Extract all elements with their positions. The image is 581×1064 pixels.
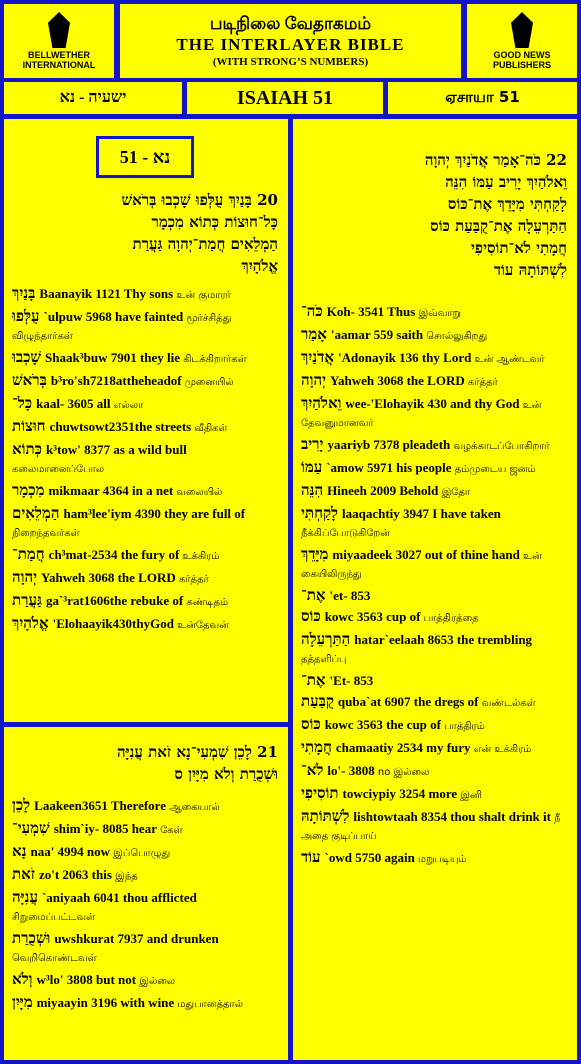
title-block [120,4,461,78]
word-gloss: `amow 5971 his people [326,460,452,475]
tamil-gloss: நீக்கிப்போடுகிறேன் [301,528,390,539]
verse20-entries [4,285,288,634]
book-english-text: ISAIAH 51 [236,86,334,109]
word-gloss: b³ro'sh7218attheheadof [50,373,182,388]
word-entry [12,889,280,926]
word-gloss: Yahweh 3068 the LORD [330,373,465,388]
hebrew-word: הִנֵּה [301,481,324,499]
word-gloss: `ulpuw 5968 have fainted [43,309,184,324]
word-gloss: Yahweh 3068 the LORD [41,570,176,585]
word-entry [301,482,569,501]
hebrew-word: עֲנִיָּה [12,888,38,906]
tamil-gloss: உன் கையிலிருந்து [301,551,542,580]
book-tamil [388,82,577,114]
word-entry [301,459,569,478]
tamil-gloss: மதுபானத்தால் [174,999,244,1010]
hebrew-word: שָׁכְבוּ [12,348,42,366]
tamil-gloss: நிறைந்தவர்கள் [12,528,80,539]
hebrew-word: אֶת־ [301,586,326,604]
hebrew-word: חֲמָתִי [301,738,332,756]
bellwether-logo [4,4,114,78]
word-entry [12,482,280,501]
word-entry [301,436,569,455]
book-tamil-text: ஏசாயா 51 [445,88,520,106]
tamil-gloss: பாத்திரத்தை [420,613,479,624]
word-gloss: ga`³rat1606the rebuke of [45,593,184,608]
tamil-gloss: வீதிகள் [191,423,228,434]
left-panel-verse21 [4,727,288,1060]
word-entry [12,308,280,345]
ram-icon [48,12,70,48]
hebrew-verse-line: וּשְׁכֻרַת וְלֹא מִיָּיִן ס [174,765,278,783]
word-gloss: `aniyaah 6041 thou afflicted [41,890,197,905]
hebrew-word: חֲמַת־ [12,545,45,563]
word-entry [12,820,280,839]
word-gloss: Shaak³buw 7901 they lie [45,350,181,365]
hebrew-word: הַתַּרְעֵלָה [301,630,351,648]
word-gloss: miyaadeek 3027 out of thine hand [332,547,520,562]
verse22-entries [293,303,577,868]
word-gloss: laaqachtiy 3947 I have taken [342,506,501,521]
word-gloss: chamaatiy 2534 my fury [335,740,471,755]
word-gloss: kaal- 3605 all [36,396,111,411]
word-gloss: uwshkurat 7937 and drunken [54,931,219,946]
book-english [187,82,383,114]
verse21-entries [4,797,288,1013]
verse22-hebrew [293,149,577,281]
word-gloss: `owd 5750 again [324,850,415,865]
word-entry [301,395,569,432]
word-entry [12,971,280,990]
hebrew-word: בְּרֹאשׁ [12,371,47,389]
chapter-box [96,136,194,178]
word-gloss: wee-'Elohayik 430 and thy God [345,396,520,411]
tamil-gloss: முனையில் [181,377,234,388]
hebrew-verse-line: הַתַּרְעֵלָה אֶת־קֻבַּעַת כּוֹס [430,217,567,235]
good-news-logo [467,4,577,78]
hebrew-word: וְלֹא [12,970,33,988]
word-gloss: ch³mat-2534 the fury of [48,547,180,562]
word-entry [12,994,280,1013]
hebrew-word: מִכְמָר [12,481,45,499]
word-entry [301,849,569,868]
hebrew-word: וּשְׁכֻרַת [12,929,51,947]
hebrew-word: לִשְׁתּוֹתָהּ [301,807,350,825]
tamil-gloss: உன் குமாரர் [173,290,231,301]
tamil-gloss: கேள் [156,825,183,836]
word-entry [12,285,280,304]
hebrew-verse-line: וֵאלֹהַיִךְ יָרִיב עַמּוֹ הִנֵּה [445,173,567,191]
word-entry [301,631,569,668]
word-entry [301,372,569,391]
title-tamil: படிநிலை வேதாகமம் [209,14,372,33]
title-subtitle: (WITH STRONG’S NUMBERS) [212,56,369,68]
word-gloss: Hineeh 2009 Behold [327,483,439,498]
word-entry [301,716,569,735]
tamil-gloss: உக்கிரம் [179,551,220,562]
left-panel-verse20 [4,119,288,722]
word-entry [12,441,280,478]
tamil-gloss: நீ அதை குடிப்பாய் [301,813,561,842]
word-entry [12,418,280,437]
word-entry [301,739,569,758]
word-entry [12,505,280,542]
word-gloss: Laakeen3651 Therefore [34,798,166,813]
hebrew-verse-line: אֱלֹהָיִךְ [241,257,278,275]
word-gloss: shim`iy- 8085 hear [53,821,157,836]
tamil-gloss: கர்த்தர் [175,574,209,585]
word-gloss: 'Elohaayik430thyGod [52,616,174,631]
hebrew-word: גַּעֲרַת [12,591,42,609]
hebrew-verse-line: לִשְׁתּוֹתָהּ עוֹד [493,261,567,279]
hebrew-word: כָּל־ [12,394,33,412]
word-entry [12,592,280,611]
verse21-hebrew [4,741,288,785]
word-gloss: kowc 3563 cup of [324,609,421,624]
hebrew-word: כֹּה־ [301,302,323,320]
word-gloss: Baanayik 1121 Thy sons [39,286,174,301]
hebrew-word: יְהוָה [12,568,38,586]
hebrew-verse-line: הַמְלֵאִים חֲמַת־יְהוָה גַּעֲרַת [132,235,278,253]
verse20-hebrew [4,189,288,277]
tamil-gloss: வழக்காடப்போகிறார் [450,441,550,452]
tamil-gloss: சிறுமைப்பட்டவள் [12,912,96,923]
tamil-gloss: இவ்வாறு [415,308,461,319]
word-gloss: naa' 4994 now [30,844,110,859]
word-entry [12,843,280,862]
hebrew-word: שִׁמְעִי־ [12,819,50,837]
tamil-gloss: no இல்லை [374,767,430,778]
word-entry [301,505,569,542]
word-entry [301,546,569,583]
word-entry [12,395,280,414]
hebrew-word: עַמּוֹ [301,458,323,476]
word-entry [301,587,569,604]
hebrew-word: לָכֵן [12,796,31,814]
tamil-gloss: எல்லா [110,400,144,411]
hebrew-verse-line: חֲמָתִי לֹא־תוֹסִיפִי [470,239,567,257]
book-hebrew-text: ישעיה - נא [59,89,127,106]
word-gloss: 'Adonayik 136 thy Lord [338,350,472,365]
hebrew-word: וֵאלֹהַיִךְ [301,394,342,412]
word-entry [301,785,569,804]
chapter-box-text: נא - 51 [119,146,171,167]
word-gloss: 'Et- 853 [329,673,374,688]
tamil-gloss: இல்லை [136,976,176,987]
word-gloss: Koh- 3541 Thus [326,304,416,319]
tamil-gloss: ஆகையால் [165,802,220,813]
word-gloss: k³tow' 8377 as a wild bull [45,442,187,457]
word-entry [12,372,280,391]
hebrew-word: לָקַחְתִּי [301,504,339,522]
tamil-gloss: கலைமானைப்போல [12,464,105,475]
tamil-gloss: தம்முடைய ஜனம் [451,464,536,475]
word-entry [301,808,569,845]
word-gloss: chuwtsowt2351the streets [49,419,192,434]
hebrew-word: כּוֹס [301,715,321,733]
tamil-gloss: சொல்லுகிறது [423,331,488,342]
hebrew-word: עוֹד [301,848,321,866]
hebrew-verse-line: לָקַחְתִּי מִיָּדֵךְ אֶת־כּוֹס [447,195,567,213]
word-gloss: w³lo' 3808 but not [36,972,137,987]
tamil-gloss: உன்தேவன் [173,620,229,631]
word-entry [12,349,280,368]
hebrew-word: הַמְלֵאִים [12,504,60,522]
word-entry [12,546,280,565]
word-gloss: yaariyb 7378 pleadeth [327,437,451,452]
word-entry [12,615,280,634]
hebrew-word: לֹא־ [301,761,324,779]
hebrew-word: נָא [12,842,27,860]
tamil-gloss: மூர்ச்சித்து விழுந்தார்கள் [12,313,232,342]
word-gloss: zo't 2063 this [38,867,112,882]
hebrew-word: מִיָּדֵךְ [301,545,329,563]
hebrew-verse-line: כָּל־חוּצוֹת כְּתוֹא מִכְמָר [151,213,278,231]
word-entry [301,303,569,322]
hebrew-verse-line: 21 לָכֵן שִׁמְעִי־נָא זֹאת עֲנִיָּה [116,743,278,761]
tamil-gloss: இதோ [438,487,471,498]
word-entry [12,797,280,816]
word-gloss: lishtowtaah 8354 thou shalt drink it [353,809,551,824]
word-entry [301,693,569,712]
hebrew-word: תוֹסִיפִי [301,784,339,802]
title-english: THE INTERLAYER BIBLE [176,35,405,54]
tamil-gloss: வெறிகொண்டவள் [12,953,97,964]
hebrew-word: אֱלֹהָיִךְ [12,614,49,632]
hebrew-word: אֶת־ [301,671,326,689]
tamil-gloss: கண்டிதம் [183,597,229,608]
tamil-gloss: மறுபடியும் [414,854,467,865]
hebrew-word: חוּצוֹת [12,417,46,435]
tamil-gloss: உன் ஆண்டவர் [471,354,545,365]
word-gloss: hatar`eelaah 8653 the trembling [354,632,533,647]
word-entry [12,569,280,588]
right-panel-verse22 [293,119,577,1060]
tamil-gloss: என் உக்கிரம் [470,744,532,755]
word-entry [301,349,569,368]
word-gloss: miyaayin 3196 with wine [36,995,175,1010]
hebrew-word: כְּתוֹא [12,440,42,458]
hebrew-word: עֻלְּפוּ [12,307,40,325]
tamil-gloss: இந்த [111,871,138,882]
left-logo-text: BELLWETHER INTERNATIONAL [22,50,96,70]
tamil-gloss: வலையில் [173,487,223,498]
tamil-gloss: இனி [457,790,482,801]
tamil-gloss: வண்டல்கள் [478,698,536,709]
word-entry [12,930,280,967]
hebrew-word: זֹאת [12,865,35,883]
word-entry [301,762,569,781]
tamil-gloss: உன் தேவனுமானவர் [301,400,542,429]
tamil-gloss: இப்பொழுது [109,848,171,859]
word-entry [301,326,569,345]
hebrew-verse-line: 20 בָּנַיִךְ עֻלְּפוּ שָׁכְבוּ בְּרֹאשׁ [121,191,278,209]
hebrew-verse-line: 22 כֹּה־אָמַר אֲדֹנַיִךְ יְהוָה [424,151,567,169]
right-logo-text: GOOD NEWS PUBLISHERS [492,50,551,70]
tamil-gloss: தத்தளிப்பு [301,654,347,665]
word-entry [12,866,280,885]
word-gloss: mikmaar 4364 in a net [48,483,174,498]
tamil-gloss: பாத்திரம் [440,721,485,732]
hebrew-word: אֲדֹנַיִךְ [301,348,335,366]
tamil-gloss: கிடக்கிறார்கள் [180,354,247,365]
hebrew-word: קֻבַּעַת [301,692,334,710]
hebrew-word: אָמַר [301,325,327,343]
book-hebrew [4,82,182,114]
word-gloss: quba`at 6907 the dregs of [337,694,479,709]
word-entry [301,608,569,627]
tamil-gloss: கர்த்தர் [464,377,498,388]
hebrew-word: יָרִיב [301,435,324,453]
hebrew-word: בָּנַיִךְ [12,284,36,302]
hebrew-word: מִיָּיִן [12,993,33,1011]
hebrew-word: כּוֹס [301,607,321,625]
word-gloss: ham³lee'iym 4390 they are full of [63,506,246,521]
hebrew-word: יְהוָה [301,371,327,389]
book-icon [511,12,533,48]
word-gloss: 'et- 853 [329,588,371,603]
word-gloss: kowc 3563 the cup of [324,717,441,732]
word-gloss: lo'- 3808 [327,763,375,778]
word-entry [301,672,569,689]
word-gloss: 'aamar 559 saith [330,327,424,342]
word-gloss: towciypiy 3254 more [342,786,458,801]
